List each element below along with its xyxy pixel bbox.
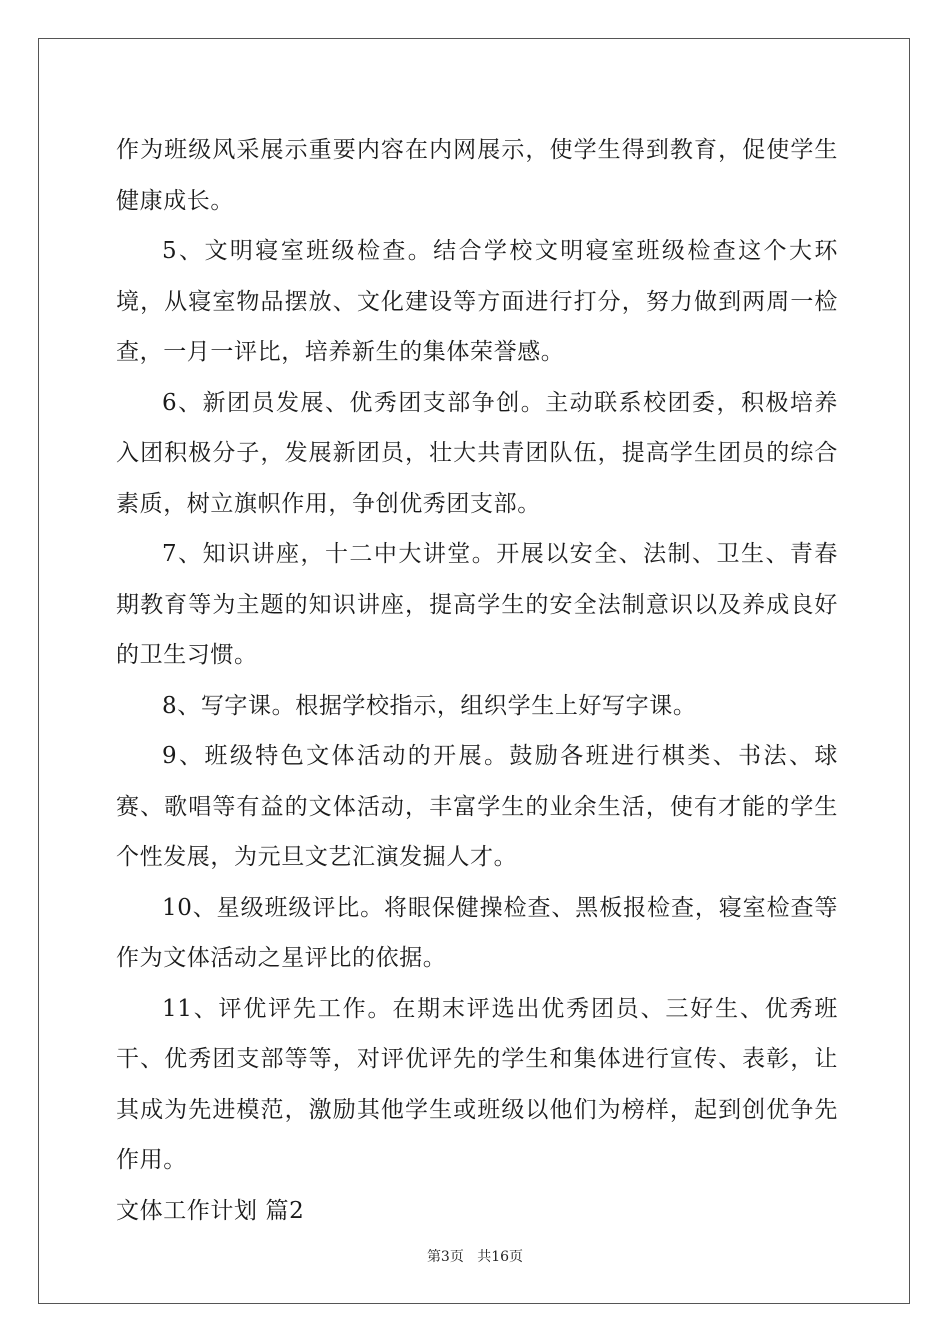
paragraph: 6、新团员发展、优秀团支部争创。主动联系校团委，积极培养入团积极分子，发展新团员，壮大共青团队伍，提高学生团员的综合素质，树立旗帜作用，争创优秀团支部。	[116, 389, 838, 517]
page-number: 第3页	[426, 1249, 464, 1265]
section-heading: 文体工作计划 篇2	[116, 1197, 305, 1224]
paragraph: 7、知识讲座，十二中大讲堂。开展以安全、法制、卫生、青春期教育等为主题的知识讲座，提高学生的安全法制意识以及养成良好的卫生习惯。	[116, 541, 838, 668]
paragraph: 10、星级班级评比。将眼保健操检查、黑板报检查，寝室检查等作为文体活动之星评比的依据。	[116, 894, 838, 971]
document-body	[116, 125, 838, 1236]
page-total: 共16页	[477, 1249, 524, 1265]
paragraph: 9、班级特色文体活动的开展。鼓励各班进行棋类、书法、球赛、歌唱等有益的文体活动，丰富学生的业余生活，使有才能的学生个性发展，为元旦文艺汇演发掘人才。	[116, 743, 838, 870]
paragraph: 8、写字课。根据学校指示，组织学生上好写字课。	[162, 692, 697, 719]
paragraph: 11、评优评先工作。在期末评选出优秀团员、三好生、优秀班干、优秀团支部等等，对评优评先的学生和集体进行宣传、表彰，让其成为先进模范，激励其他学生或班级以他们为榜样，起到创优争先作用。	[116, 995, 838, 1173]
paragraph: 作为班级风采展示重要内容在内网展示，使学生得到教育，促使学生健康成长。	[116, 137, 838, 214]
paragraph: 5、文明寝室班级检查。结合学校文明寝室班级检查这个大环境，从寝室物品摆放、文化建设等方面进行打分，努力做到两周一检查，一月一评比，培养新生的集体荣誉感。	[116, 238, 838, 365]
page-footer	[0, 1246, 950, 1266]
